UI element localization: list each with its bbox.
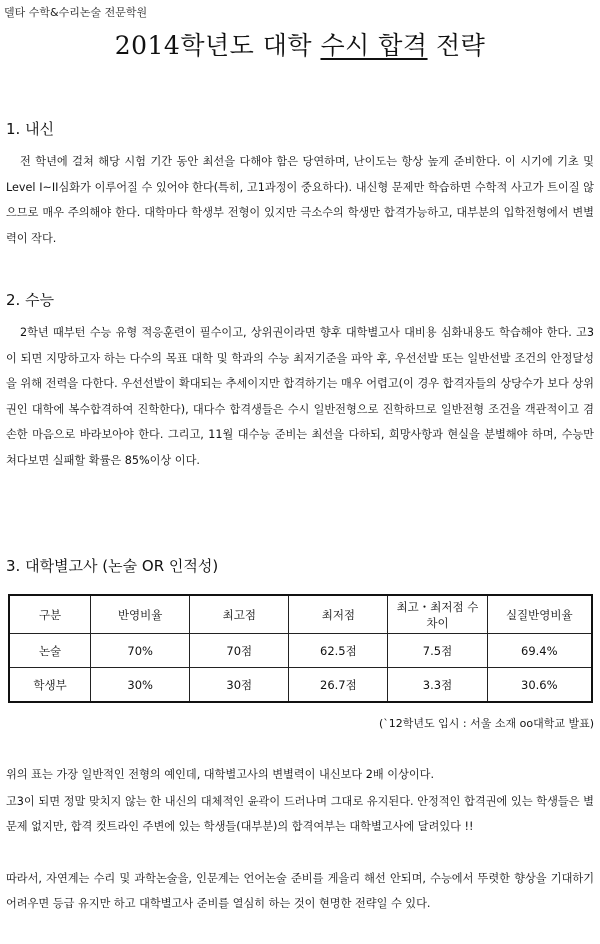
summary-paragraph-1: 위의 표는 가장 일반적인 전형의 예인데, 대학별고사의 변별력이 내신보다 2배 이상이다. <box>6 768 435 781</box>
page-title <box>0 26 600 62</box>
table-header: 최저점 <box>289 595 388 634</box>
table-row <box>9 668 592 703</box>
section-heading-university-exam: 3. 대학별고사 (논술 OR 인적성) <box>6 557 219 575</box>
table-cell: 학생부 <box>9 668 91 703</box>
section-paragraph-naesin: 전 학년에 걸쳐 해당 시험 기간 동안 최선을 다해야 함은 당연하며, 난이도는 항상 높게 준비한다. 이 시기에 기초 및 Level I~II심화가 이루어질 수 있어야 한다(특히, 고1과정이 중요하다). 내신형 문제만 학습하면 수학적 사고가 트이질 않으므로 매우 주의해야 한다. 대학마다 학생부 전형이 있지만 극소수의 학생만 합격가능하고, 대부분의 입학전형에서 변별력이 작다. <box>6 155 594 245</box>
section-heading-suneung: 2. 수능 <box>6 291 55 309</box>
table-header: 최고점 <box>190 595 289 634</box>
table-row <box>9 634 592 668</box>
table-header: 실질반영비율 <box>487 595 592 634</box>
table-cell: 69.4% <box>487 634 592 668</box>
table-cell: 30.6% <box>487 668 592 703</box>
title-prefix: 2014학년도 대학 <box>114 31 321 60</box>
table-header: 반영비율 <box>91 595 190 634</box>
score-table <box>8 594 593 703</box>
section-heading-naesin: 1. 내신 <box>6 120 55 138</box>
table-cell: 62.5점 <box>289 634 388 668</box>
table-cell: 7.5점 <box>388 634 487 668</box>
summary-paragraph-3: 따라서, 자연계는 수리 및 과학논술을, 인문계는 언어논술 준비를 게을리 해선 안되며, 수능에서 뚜렷한 향상을 기대하기 어려우면 등급 유지만 하고 대학별고사 준비를 열심히 하는 것이 현명한 전략일 수 있다. <box>6 872 594 910</box>
title-underlined: 수시 합격 <box>320 31 428 60</box>
academy-name: 델타 수학&수리논술 전문학원 <box>4 6 148 19</box>
table-cell: 30% <box>91 668 190 703</box>
table-cell: 70점 <box>190 634 289 668</box>
table-cell: 논술 <box>9 634 91 668</box>
table-header: 구분 <box>9 595 91 634</box>
table-cell: 30점 <box>190 668 289 703</box>
table-header: 최고・최저점 수 차이 <box>388 595 487 634</box>
table-header-row <box>9 595 592 634</box>
title-suffix: 전략 <box>427 31 486 60</box>
table-source-note: (`12학년도 입시 : 서울 소재 oo대학교 발표) <box>379 717 594 730</box>
table-cell: 26.7점 <box>289 668 388 703</box>
table-cell: 70% <box>91 634 190 668</box>
section-paragraph-suneung: 2학년 때부턴 수능 유형 적응훈련이 필수이고, 상위권이라면 향후 대학별고사 대비용 심화내용도 학습해야 한다. 고3이 되면 지망하고자 하는 다수의 목표 대학 및 학과의 수능 최저기준을 파악 후, 우선선발 또는 일반선발 조건의 안정달성을 위해 전력을 다한다. 우선선발이 확대되는 추세이지만 합격하기는 매우 어렵고(이 경우 합격자들의 상당수가 보다 상위권인 대학에 복수합격하여 진학한다), 대다수 합격생들은 수시 일반전형으로 진학하므로 일반전형 조건을 객관적이고 겸손한 마음으로 바라보아야 한다. 그리고, 11월 대수능 준비는 최선을 다하되, 희망사항과 현실을 분별해야 하며, 수능만 쳐다보면 실패할 확률은 85%이상 이다. <box>6 326 594 467</box>
table-cell: 3.3점 <box>388 668 487 703</box>
summary-paragraph-2: 고3이 되면 정말 맞치지 않는 한 내신의 대체적인 윤곽이 드러나며 그대로 유지된다. 안정적인 합격권에 있는 학생들은 별 문제 없지만, 합격 컷트라인 주변에 있는 학생들(대부분)의 합격여부는 대학별고사에 달려있다 !! <box>6 795 594 833</box>
